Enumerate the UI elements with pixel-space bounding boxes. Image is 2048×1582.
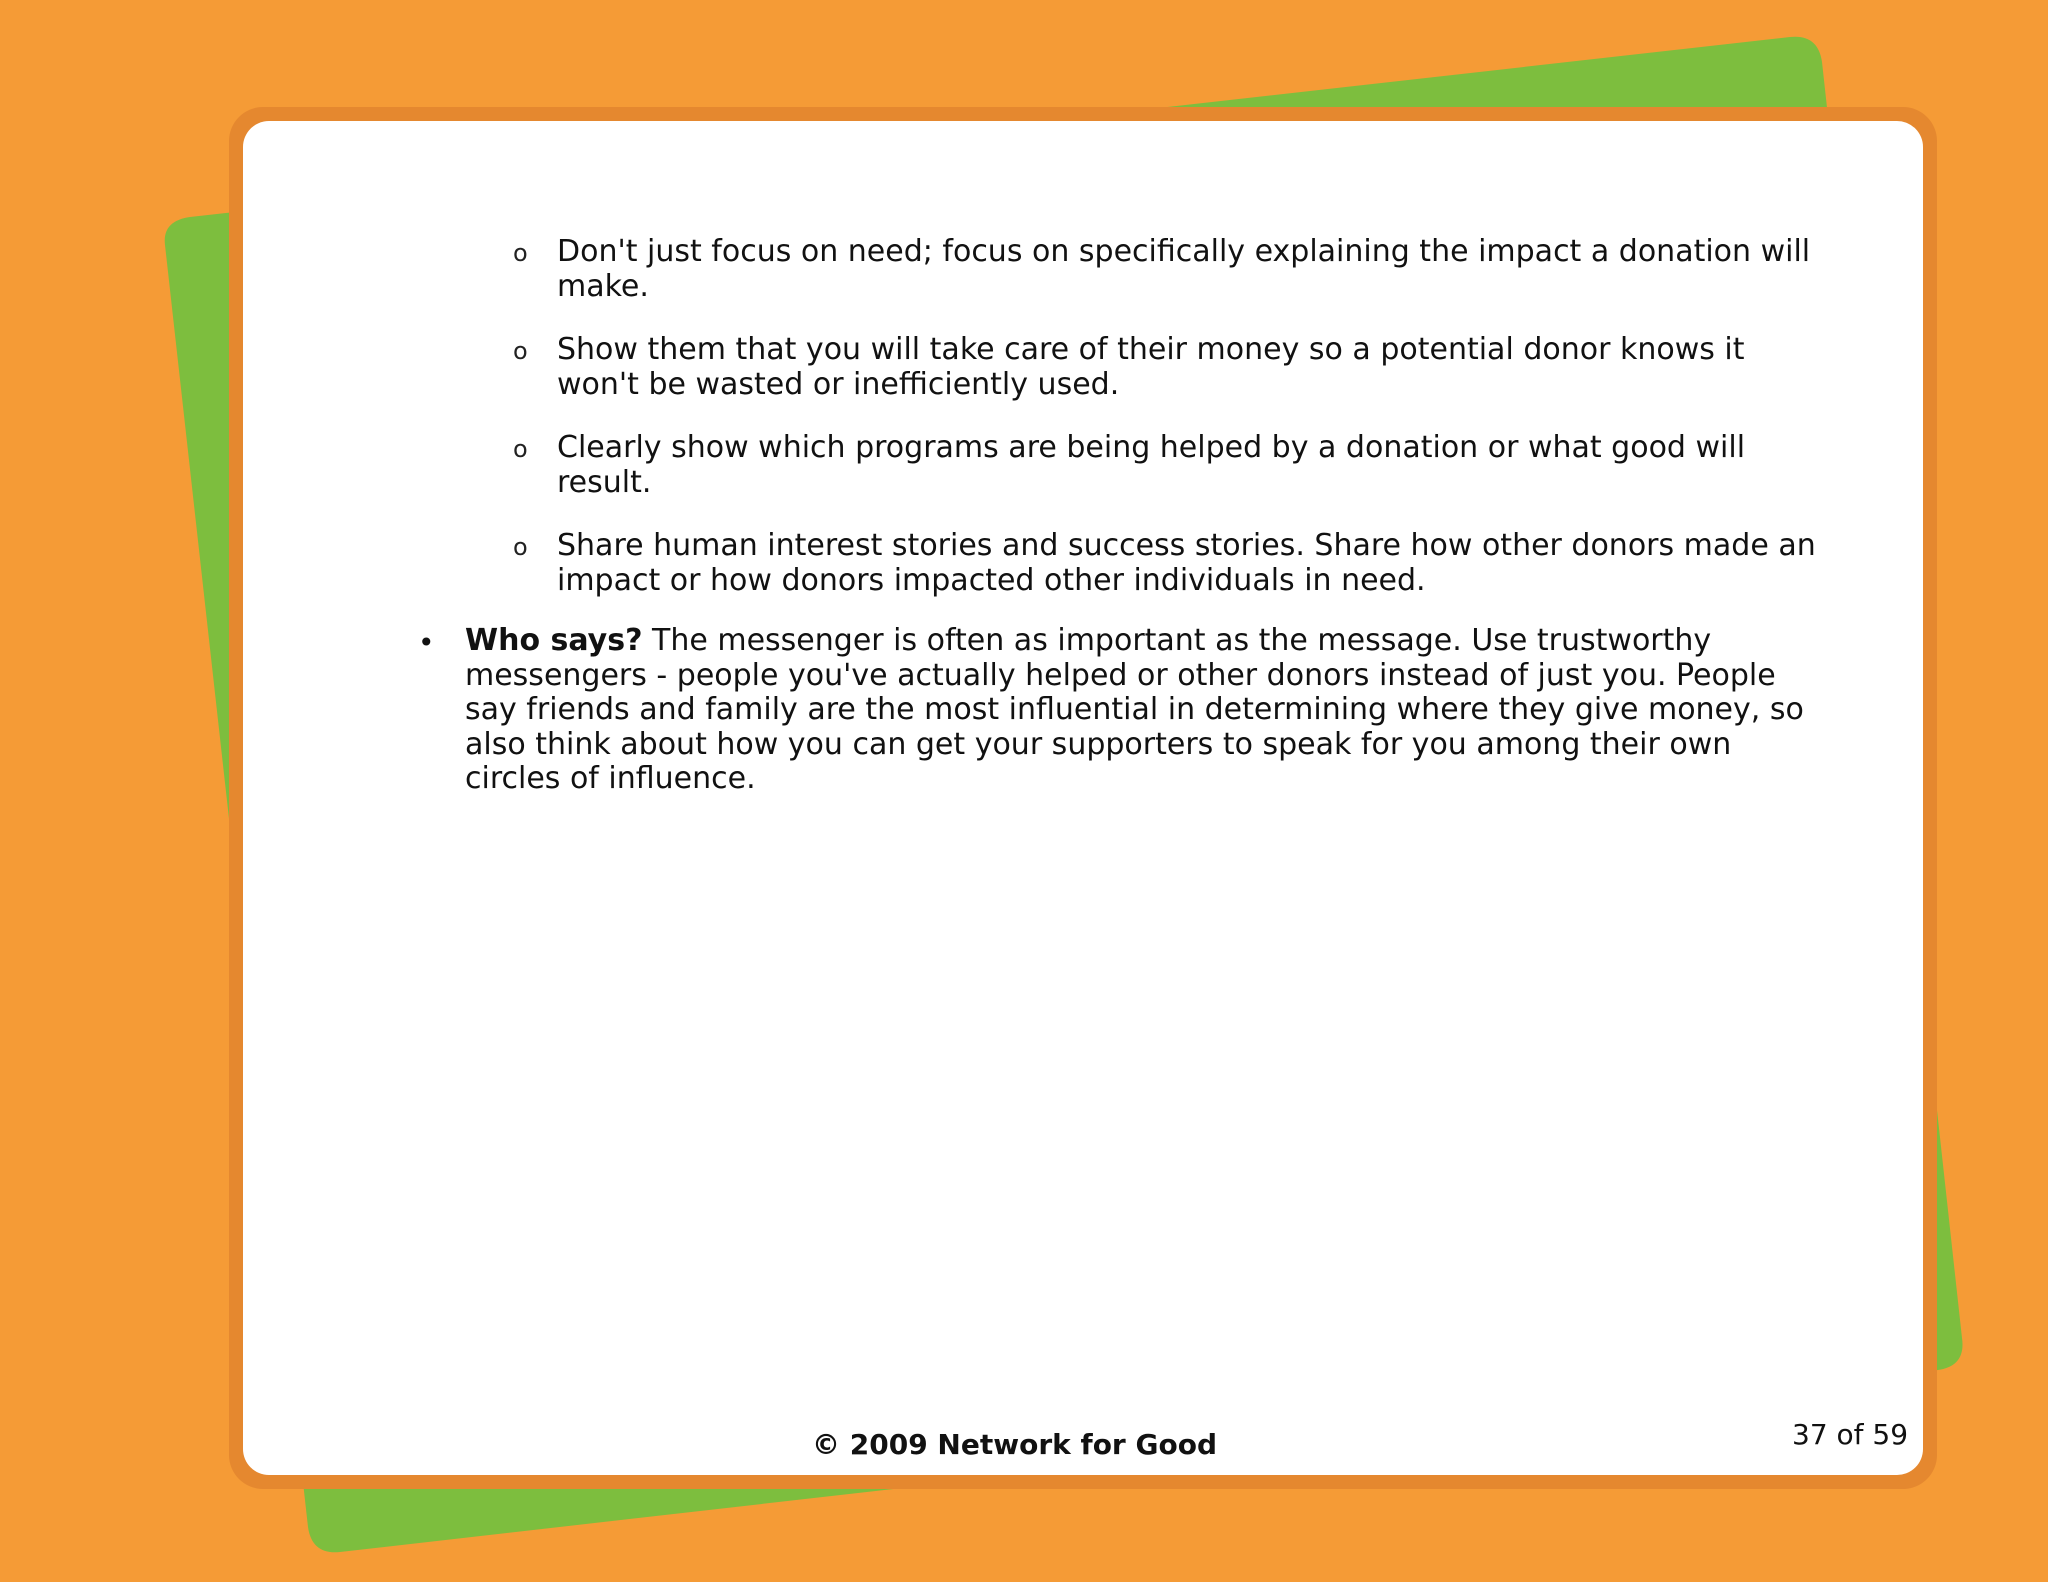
main-bullet-marker: •	[418, 626, 435, 659]
text-line: Share human interest stories and success stories. Share how other donors made an	[557, 528, 1816, 563]
sub-bullet-marker: o	[513, 435, 528, 463]
sub-bullet-marker: o	[513, 533, 528, 561]
copyright-footer: © 2009 Network for Good	[812, 1428, 1217, 1461]
text-line: impact or how donors impacted other individuals in need.	[557, 563, 1426, 598]
lead-heading: Who says?	[465, 623, 643, 658]
text-line: result.	[557, 465, 652, 500]
sub-bullet-marker: o	[513, 337, 528, 365]
text-line: circles of influence.	[465, 761, 756, 797]
sub-bullet-text	[557, 234, 1811, 304]
sub-bullet-text	[557, 332, 1777, 402]
text-line: Clearly show which programs are being helped by a donation or what good will	[557, 430, 1746, 465]
text-line: say friends and family are the most influential in determining where they give money, so	[465, 692, 1804, 728]
text-line: also think about how you can get your supporters to speak for you among their own	[465, 726, 1732, 762]
page-number: 37 of 59	[1792, 1418, 1909, 1451]
lead-rest: The messenger is often as important as the message. Use trustworthy	[642, 623, 1712, 658]
sub-bullet-text	[557, 528, 1816, 598]
text-line: Don't just focus on need; focus on specifically explaining the impact a donation will	[557, 234, 1811, 269]
text-line: Show them that you will take care of their money so a potential donor knows it	[557, 332, 1745, 367]
sub-bullet-marker: o	[513, 239, 528, 267]
sub-bullet-text	[557, 430, 1777, 500]
text-line: messengers - people you've actually helped or other donors instead of just you. People	[465, 657, 1776, 693]
main-bullet-text	[465, 623, 1804, 797]
text-line	[465, 624, 1765, 659]
text-line: make.	[557, 269, 649, 304]
text-line: won't be wasted or inefficiently used.	[557, 367, 1120, 402]
